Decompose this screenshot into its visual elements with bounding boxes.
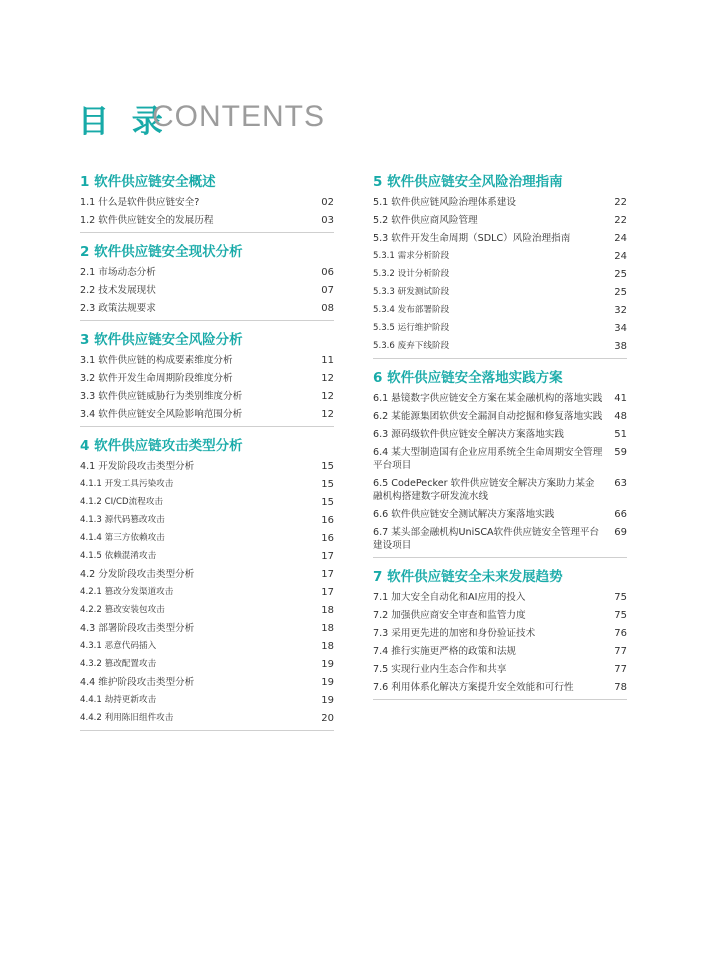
section-title[interactable]: 4 软件供应链攻击类型分析 xyxy=(80,438,243,454)
entry-label: 6.7 某头部金融机构UniSCA软件供应链安全管理平台 建设项目 xyxy=(373,527,600,551)
entry-page-number: 48 xyxy=(614,411,627,422)
toc-title-en: CONTENTS xyxy=(152,100,325,133)
entry-label: 4.2.1 篡改分发渠道攻击 xyxy=(80,587,174,597)
entry-label: 4.1.3 源代码篡改攻击 xyxy=(80,515,165,525)
section-divider xyxy=(80,730,334,731)
toc-subentry[interactable] xyxy=(80,529,334,547)
toc-entry[interactable] xyxy=(373,505,627,523)
entry-page-number: 25 xyxy=(614,269,627,280)
entry-page-number: 25 xyxy=(614,287,627,298)
toc-subentry[interactable] xyxy=(80,601,334,619)
toc-subentry[interactable] xyxy=(373,301,627,319)
entry-page-number: 19 xyxy=(321,695,334,706)
entry-label: 6.1 悬镜数字供应链安全方案在某金融机构的落地实践 xyxy=(373,393,603,404)
entry-label: 4.1.4 第三方依赖攻击 xyxy=(80,533,165,543)
entry-label: 4.2.2 篡改安装包攻击 xyxy=(80,605,165,615)
entry-label: 4.1.5 依赖混淆攻击 xyxy=(80,551,157,561)
entry-label: 7.3 采用更先进的加密和身份验证技术 xyxy=(373,628,536,639)
toc-entry[interactable] xyxy=(373,606,627,624)
entry-page-number: 12 xyxy=(321,373,334,384)
toc-title-cn: 目 录 xyxy=(78,104,169,140)
entry-page-number: 76 xyxy=(614,628,627,639)
entry-label: 1.2 软件供应链安全的发展历程 xyxy=(80,215,214,226)
toc-entry[interactable] xyxy=(373,660,627,678)
entry-label: 2.1 市场动态分析 xyxy=(80,267,156,278)
toc-subentry[interactable] xyxy=(373,265,627,283)
toc-right-column xyxy=(373,171,627,708)
toc-subentry[interactable] xyxy=(373,247,627,265)
toc-section xyxy=(373,367,627,558)
entry-page-number: 22 xyxy=(614,215,627,226)
entry-page-number: 03 xyxy=(321,215,334,226)
toc-entry[interactable] xyxy=(373,211,627,229)
section-divider xyxy=(373,358,627,359)
entry-label: 2.3 政策法规要求 xyxy=(80,303,156,314)
entry-label: 4.4.1 劫持更新攻击 xyxy=(80,695,157,705)
toc-section xyxy=(80,171,334,233)
entry-page-number: 20 xyxy=(321,713,334,724)
entry-label: 5.2 软件供应商风险管理 xyxy=(373,215,478,226)
entry-label: 4.2 分发阶段攻击类型分析 xyxy=(80,569,195,580)
toc-section xyxy=(373,171,627,359)
toc-entry[interactable] xyxy=(373,678,627,696)
entry-label: 3.1 软件供应链的构成要素维度分析 xyxy=(80,355,233,366)
entry-page-number: 32 xyxy=(614,305,627,316)
entry-label: 4.4 维护阶段攻击类型分析 xyxy=(80,677,195,688)
entry-label: 3.4 软件供应链安全风险影响范围分析 xyxy=(80,409,243,420)
entry-page-number: 77 xyxy=(614,664,627,675)
entry-label: 5.3.4 发布部署阶段 xyxy=(373,305,450,315)
toc-entry[interactable] xyxy=(80,387,334,405)
entry-page-number: 18 xyxy=(321,605,334,616)
section-title[interactable]: 7 软件供应链安全未来发展趋势 xyxy=(373,569,563,585)
entry-label: 4.3.2 篡改配置攻击 xyxy=(80,659,157,669)
toc-entry[interactable] xyxy=(373,642,627,660)
entry-label: 3.2 软件开发生命周期阶段维度分析 xyxy=(80,373,233,384)
toc-entry[interactable] xyxy=(80,457,334,475)
toc-entry[interactable] xyxy=(373,474,627,505)
entry-label: 5.3.6 废弃下线阶段 xyxy=(373,341,450,351)
section-divider xyxy=(373,699,627,700)
entry-label: 4.1.1 开发工具污染攻击 xyxy=(80,479,174,489)
entry-page-number: 17 xyxy=(321,551,334,562)
toc-subentry[interactable] xyxy=(373,337,627,355)
entry-page-number: 12 xyxy=(321,409,334,420)
toc-entry[interactable] xyxy=(373,407,627,425)
toc-entry[interactable] xyxy=(373,425,627,443)
entry-page-number: 11 xyxy=(321,355,334,366)
entry-page-number: 63 xyxy=(614,478,627,489)
entry-label: 6.6 软件供应链安全测试解决方案落地实践 xyxy=(373,509,555,520)
entry-label: 5.1 软件供应链风险治理体系建设 xyxy=(373,197,517,208)
toc-entry[interactable] xyxy=(80,211,334,229)
entry-page-number: 18 xyxy=(321,641,334,652)
entry-label: 1.1 什么是软件供应链安全? xyxy=(80,197,200,208)
entry-page-number: 16 xyxy=(321,533,334,544)
entry-page-number: 77 xyxy=(614,646,627,657)
toc-subentry[interactable] xyxy=(80,475,334,493)
toc-entry[interactable] xyxy=(80,263,334,281)
section-divider xyxy=(80,320,334,321)
toc-entry[interactable] xyxy=(80,369,334,387)
entry-label: 5.3.3 研发测试阶段 xyxy=(373,287,450,297)
entry-page-number: 15 xyxy=(321,479,334,490)
entry-page-number: 75 xyxy=(614,592,627,603)
toc-entry[interactable] xyxy=(373,229,627,247)
toc-section xyxy=(80,435,334,731)
toc-entry[interactable] xyxy=(80,299,334,317)
entry-page-number: 07 xyxy=(321,285,334,296)
entry-page-number: 38 xyxy=(614,341,627,352)
toc-subentry[interactable] xyxy=(80,583,334,601)
entry-label: 6.3 源码级软件供应链安全解决方案落地实践 xyxy=(373,429,564,440)
entry-page-number: 15 xyxy=(321,497,334,508)
entry-label: 5.3.2 设计分析阶段 xyxy=(373,269,450,279)
toc-subentry[interactable] xyxy=(373,283,627,301)
section-title[interactable]: 3 软件供应链安全风险分析 xyxy=(80,332,243,348)
entry-page-number: 12 xyxy=(321,391,334,402)
entry-page-number: 08 xyxy=(321,303,334,314)
entry-label: 7.6 利用体系化解决方案提升安全效能和可行性 xyxy=(373,682,574,693)
section-title[interactable]: 2 软件供应链安全现状分析 xyxy=(80,244,243,260)
entry-page-number: 34 xyxy=(614,323,627,334)
entry-label: 4.4.2 利用陈旧组件攻击 xyxy=(80,713,174,723)
toc-subentry[interactable] xyxy=(80,691,334,709)
toc-subentry[interactable] xyxy=(80,655,334,673)
toc-section xyxy=(80,329,334,427)
section-divider xyxy=(373,557,627,558)
toc-subentry[interactable] xyxy=(80,547,334,565)
entry-page-number: 59 xyxy=(614,447,627,458)
toc-entry[interactable] xyxy=(80,673,334,691)
entry-page-number: 24 xyxy=(614,233,627,244)
toc-entry[interactable] xyxy=(80,351,334,369)
toc-entry[interactable] xyxy=(373,523,627,554)
entry-page-number: 18 xyxy=(321,623,334,634)
entry-page-number: 22 xyxy=(614,197,627,208)
entry-label: 4.1.2 CI/CD流程攻击 xyxy=(80,497,164,507)
entry-label: 4.3 部署阶段攻击类型分析 xyxy=(80,623,195,634)
entry-label: 6.5 CodePecker 软件供应链安全解决方案助力某金 融机构搭建数字研发流水线 xyxy=(373,478,595,502)
toc-subentry[interactable] xyxy=(80,709,334,727)
entry-page-number: 69 xyxy=(614,527,627,538)
section-title[interactable]: 6 软件供应链安全落地实践方案 xyxy=(373,370,563,386)
entry-label: 5.3 软件开发生命周期（SDLC）风险治理指南 xyxy=(373,233,571,244)
entry-page-number: 15 xyxy=(321,461,334,472)
entry-label: 4.1 开发阶段攻击类型分析 xyxy=(80,461,195,472)
entry-label: 6.2 某能源集团软供安全漏洞自动挖掘和修复落地实践 xyxy=(373,411,603,422)
entry-page-number: 51 xyxy=(614,429,627,440)
entry-page-number: 24 xyxy=(614,251,627,262)
entry-page-number: 75 xyxy=(614,610,627,621)
toc-entry[interactable] xyxy=(373,389,627,407)
entry-page-number: 78 xyxy=(614,682,627,693)
toc-left-column xyxy=(80,171,334,739)
toc-section xyxy=(80,241,334,321)
entry-page-number: 17 xyxy=(321,587,334,598)
entry-page-number: 06 xyxy=(321,267,334,278)
toc-entry[interactable] xyxy=(373,443,627,474)
section-divider xyxy=(80,232,334,233)
entry-page-number: 19 xyxy=(321,659,334,670)
toc-entry[interactable] xyxy=(80,565,334,583)
entry-page-number: 19 xyxy=(321,677,334,688)
entry-page-number: 17 xyxy=(321,569,334,580)
toc-subentry[interactable] xyxy=(373,319,627,337)
entry-label: 7.4 推行实施更严格的政策和法规 xyxy=(373,646,517,657)
toc-entry[interactable] xyxy=(80,281,334,299)
entry-page-number: 66 xyxy=(614,509,627,520)
entry-label: 3.3 软件供应链威胁行为类别维度分析 xyxy=(80,391,243,402)
toc-entry[interactable] xyxy=(80,405,334,423)
entry-label: 5.3.5 运行维护阶段 xyxy=(373,323,450,333)
entry-label: 7.1 加大安全自动化和AI应用的投入 xyxy=(373,592,526,603)
toc-entry[interactable] xyxy=(80,619,334,637)
entry-page-number: 41 xyxy=(614,393,627,404)
toc-subentry[interactable] xyxy=(80,637,334,655)
toc-subentry[interactable] xyxy=(80,511,334,529)
toc-section xyxy=(373,566,627,700)
entry-label: 6.4 某大型制造国有企业应用系统全生命周期安全管理 平台项目 xyxy=(373,447,603,471)
toc-entry[interactable] xyxy=(373,193,627,211)
entry-label: 5.3.1 需求分析阶段 xyxy=(373,251,450,261)
entry-label: 4.3.1 恶意代码插入 xyxy=(80,641,157,651)
toc-entry[interactable] xyxy=(373,588,627,606)
entry-label: 2.2 技术发展现状 xyxy=(80,285,156,296)
section-divider xyxy=(80,426,334,427)
toc-entry[interactable] xyxy=(373,624,627,642)
section-title[interactable]: 5 软件供应链安全风险治理指南 xyxy=(373,174,563,190)
toc-entry[interactable] xyxy=(80,193,334,211)
toc-subentry[interactable] xyxy=(80,493,334,511)
entry-page-number: 16 xyxy=(321,515,334,526)
section-title[interactable]: 1 软件供应链安全概述 xyxy=(80,174,216,190)
entry-label: 7.5 实现行业内生态合作和共享 xyxy=(373,664,507,675)
entry-page-number: 02 xyxy=(321,197,334,208)
entry-label: 7.2 加强供应商安全审查和监管力度 xyxy=(373,610,526,621)
